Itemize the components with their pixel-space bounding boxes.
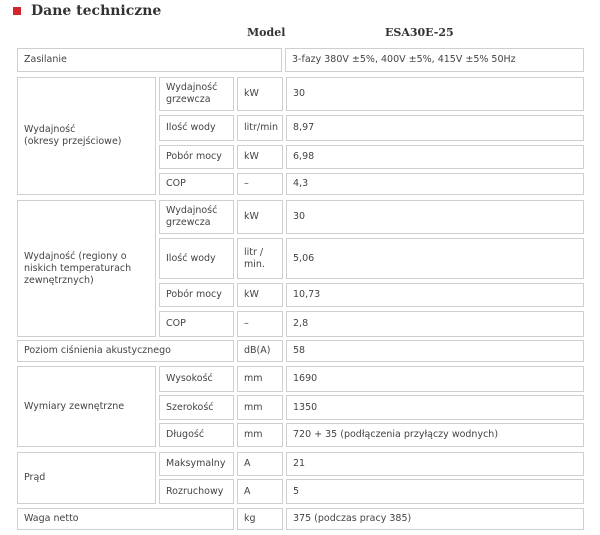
unit-cell: kW bbox=[237, 283, 283, 307]
value-cell: 2,8 bbox=[286, 311, 584, 337]
section-heading bbox=[13, 2, 161, 20]
value-cell: 5 bbox=[286, 479, 584, 504]
param-cell: Ilość wody bbox=[159, 115, 234, 141]
row-label-prad: Prąd bbox=[17, 452, 156, 504]
unit-cell: dB(A) bbox=[237, 340, 283, 362]
param-cell: Wydajność grzewcza bbox=[159, 200, 234, 234]
model-label: Model bbox=[247, 26, 286, 39]
unit-cell: – bbox=[237, 311, 283, 337]
param-cell: Rozruchowy bbox=[159, 479, 234, 504]
value-cell: 4,3 bbox=[286, 173, 584, 195]
param-cell: Długość bbox=[159, 423, 234, 447]
value-cell: 1690 bbox=[286, 366, 584, 392]
unit-cell: mm bbox=[237, 366, 283, 392]
model-value: ESA30E-25 bbox=[385, 26, 454, 39]
unit-cell: – bbox=[237, 173, 283, 195]
value-cell: 1350 bbox=[286, 395, 584, 420]
param-cell: COP bbox=[159, 311, 234, 337]
value-cell: 10,73 bbox=[286, 283, 584, 307]
value-cell: 58 bbox=[286, 340, 584, 362]
row-label-zasilanie: Zasilanie bbox=[17, 48, 282, 72]
value-cell: 375 (podczas pracy 385) bbox=[286, 508, 584, 530]
value-cell: 8,97 bbox=[286, 115, 584, 141]
param-cell: Ilość wody bbox=[159, 238, 234, 279]
row-label-wydajnosc-2: Wydajność (regiony o niskich temperaturach zewnętrznych) bbox=[17, 200, 156, 337]
unit-cell: mm bbox=[237, 423, 283, 447]
param-cell: Szerokość bbox=[159, 395, 234, 420]
row-label-wydajnosc-1: Wydajność (okresy przejściowe) bbox=[17, 77, 156, 195]
value-cell: 30 bbox=[286, 77, 584, 111]
param-cell: Maksymalny bbox=[159, 452, 234, 476]
value-cell: 720 + 35 (podłączenia przyłączy wodnych) bbox=[286, 423, 584, 447]
red-square-icon bbox=[13, 7, 21, 15]
value-cell: 5,06 bbox=[286, 238, 584, 279]
unit-cell: kg bbox=[237, 508, 283, 530]
row-label-waga: Waga netto bbox=[17, 508, 234, 530]
unit-cell: kW bbox=[237, 77, 283, 111]
unit-cell: kW bbox=[237, 200, 283, 234]
unit-cell: litr / min. bbox=[237, 238, 283, 279]
unit-cell: mm bbox=[237, 395, 283, 420]
value-cell: 30 bbox=[286, 200, 584, 234]
param-cell: COP bbox=[159, 173, 234, 195]
unit-cell: A bbox=[237, 479, 283, 504]
unit-cell: A bbox=[237, 452, 283, 476]
param-cell: Wysokość bbox=[159, 366, 234, 392]
unit-cell: litr/min bbox=[237, 115, 283, 141]
value-zasilanie: 3-fazy 380V ±5%, 400V ±5%, 415V ±5% 50Hz bbox=[285, 48, 584, 72]
param-cell: Pobór mocy bbox=[159, 145, 234, 169]
unit-cell: kW bbox=[237, 145, 283, 169]
row-label-halas: Poziom ciśnienia akustycznego bbox=[17, 340, 234, 362]
row-label-wymiary: Wymiary zewnętrzne bbox=[17, 366, 156, 447]
param-cell: Pobór mocy bbox=[159, 283, 234, 307]
page-title: Dane techniczne bbox=[31, 3, 162, 19]
param-cell: Wydajność grzewcza bbox=[159, 77, 234, 111]
table-header bbox=[0, 24, 600, 42]
value-cell: 6,98 bbox=[286, 145, 584, 169]
value-cell: 21 bbox=[286, 452, 584, 476]
